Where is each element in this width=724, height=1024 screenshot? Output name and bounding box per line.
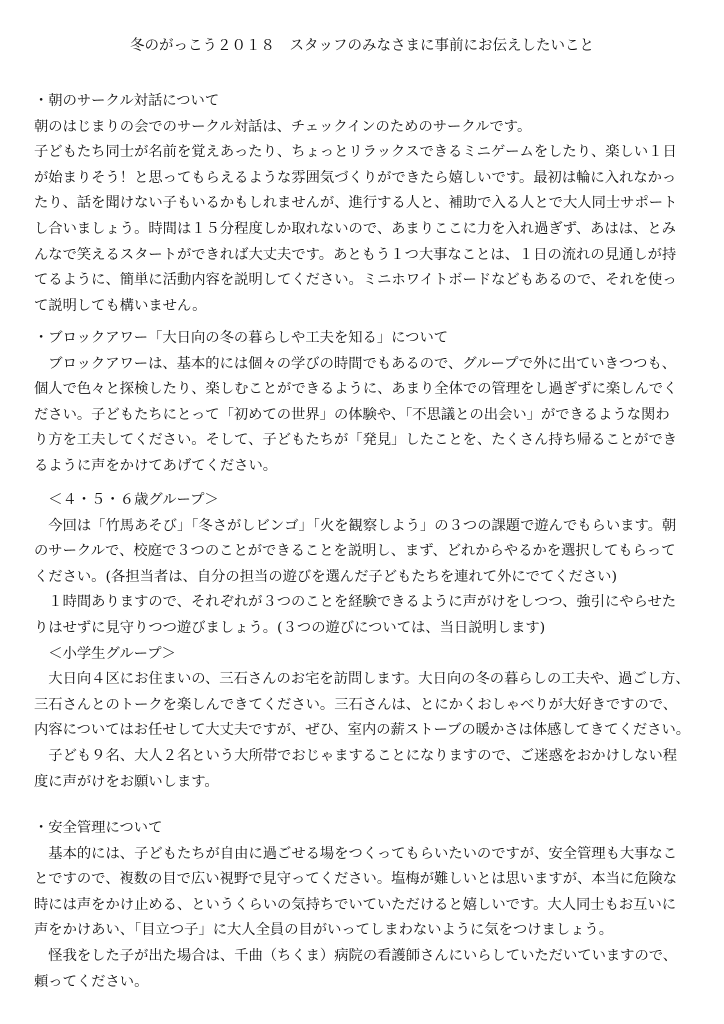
document-title: 冬のがっこう２０１８ スタッフのみなさまに事前にお伝えしたいこと <box>130 38 594 54</box>
paragraph-line: たり、話を聞けない子もいるかもしれませんが、進行する人と、補助で入る人とで大人同士サポート <box>34 195 678 212</box>
section-heading: ・安全管理について <box>34 820 163 836</box>
paragraph-line: 基本的には、子どもたちが自由に過ごせる場をつくってもらいたいのですが、安全管理も大事なこ <box>34 845 678 862</box>
paragraph-line: 内容についてはお任せして大丈夫ですが、ぜひ、室内の薪ストーブの暖かさは体感してきてください。 <box>34 722 691 739</box>
paragraph-line: 怪我をした子が出た場合は、千曲（ちくま）病院の看護師さんにいらしていただいていますので、 <box>34 947 678 964</box>
paragraph-line: 朝のはじまりの会でのサークル対話は、チェックインのためのサークルです。 <box>34 118 532 135</box>
paragraph-line: 子ども９名、大人２名という大所帯でおじゃますることになりますので、ご迷惑をおかけしない程 <box>34 747 678 764</box>
section-block-hour <box>34 326 702 480</box>
paragraph-line: 頼ってください。 <box>34 973 149 990</box>
paragraph-line: てるように、簡単に活動内容を説明してください。ミニホワイトボードなどもあるので、それを使っ <box>34 272 677 289</box>
paragraph-line: るように声をかけてあげてください。 <box>34 457 278 474</box>
paragraph-line: 時には声をかけ止める、というくらいの気持ちでいていただけると嬉しいです。大人同士もお互いに <box>34 896 677 913</box>
paragraph-line: ください。(各担当者は、自分の担当の遊びを選んだ子どもたちを連れて外にでてください) <box>34 568 618 585</box>
paragraph-line: り方を工夫してください。そして、子どもたちが「発見」したことを、たくさん持ち帰ることができ <box>34 432 678 449</box>
paragraph-line: りはせずに見守りつつ遊びましょう。(３つの遊びについては、当日説明します) <box>34 619 546 636</box>
paragraph-line: んなで笑えるスタートができれば大丈夫です。あともう１つ大事なことは、１日の流れの見通しが持 <box>34 246 677 263</box>
paragraph-line: 三石さんとのトークを楽しんできてください。三石さんは、とにかくおしゃべりが大好きですので、 <box>34 696 678 713</box>
paragraph-line: ださい。子どもたちにとって「初めての世界」の体験や、「不思議との出会い」ができるような関わ <box>34 406 670 423</box>
section-heading: ・ブロックアワー「大日向の冬の暮らしや工夫を知る」について <box>34 330 449 346</box>
paragraph-line: し合いましょう。時間は１５分程度しか取れないので、あまりここに力を入れ過ぎず、あはは、とみ <box>34 220 676 237</box>
paragraph-line: ブロックアワーは、基本的には個々の学びの時間でもあるので、グループで外に出ていきつつも、 <box>34 355 677 372</box>
paragraph-line: １時間ありますので、それぞれが３つのことを経験できるように声がけをしつつ、強引にやらせた <box>34 594 677 611</box>
paragraph-line: 声をかけあい、「目立つ子」に大人全員の目がいってしまわないように気をつけましょう。 <box>34 922 614 939</box>
section-heading: ・朝のサークル対話について <box>34 93 220 109</box>
section-morning-circle <box>34 89 702 319</box>
subsection-heading-preschool: ＜４・５・６歳グループ＞ <box>34 492 219 508</box>
paragraph-line: て説明しても構いません。 <box>34 297 207 314</box>
paragraph-line: のサークルで、校庭で３つのことができることを説明し、まず、どれからやるかを選択してもらって <box>34 543 676 560</box>
subsection-heading-elementary: ＜小学生グループ＞ <box>34 645 176 662</box>
paragraph-line: 大日向４区にお住まいの、三石さんのお宅を訪問します。大日向の冬の暮らしの工夫や、過ごし方、 <box>34 671 690 688</box>
paragraph-line: が始まりそう！と思ってもらえるような雰囲気づくりができたら嬉しいです。最初は輪に入れなかっ <box>34 169 677 186</box>
section-groups <box>34 488 702 795</box>
paragraph-line: 子どもたち同士が名前を覚えあったり、ちょっとリラックスできるミニゲームをしたり、楽しい１日 <box>34 144 677 161</box>
paragraph-line: 度に声がけをお願いします。 <box>34 773 219 790</box>
section-safety <box>34 816 702 995</box>
paragraph-line: とですので、複数の目で広い視野で見守ってください。塩梅が難しいとは思いますが、本当に危険な <box>34 871 678 888</box>
paragraph-line: 今回は「竹馬あそび」「冬さがしビンゴ」「火を観察しよう」の３つの課題で遊んでもらいます。朝 <box>34 517 677 534</box>
paragraph-line: 個人で色々と探検したり、楽しむことができるように、あまり全体での管理をし過ぎずに楽しんでく <box>34 381 678 398</box>
